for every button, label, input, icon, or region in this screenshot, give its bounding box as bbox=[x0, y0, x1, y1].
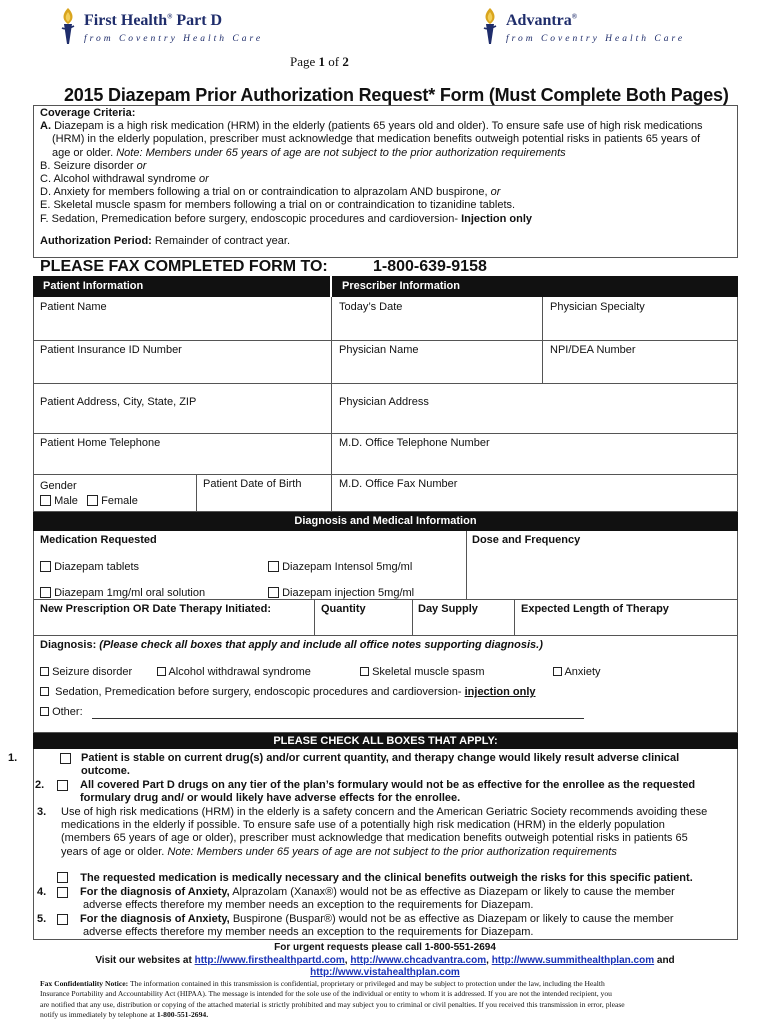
check-item-4-checkbox[interactable] bbox=[57, 887, 68, 898]
logo-left-title: First Health bbox=[84, 12, 168, 29]
med-option-label: Diazepam injection 5mg/ml bbox=[282, 587, 415, 599]
criteria-b bbox=[40, 160, 730, 173]
dose-frequency-label: Dose and Frequency bbox=[472, 534, 581, 546]
conf-line-3: are notified that any use, distribution or copying of the attached material is strictly prohibited and may subject you to criminal or civil penalties. If you received this transmission in error, please bbox=[40, 999, 625, 1009]
check-item-3 bbox=[35, 806, 735, 859]
torch-logo-icon bbox=[480, 6, 500, 48]
expected-length-field[interactable]: Expected Length of Therapy bbox=[521, 603, 669, 615]
page-title: 2015 Diazepam Prior Authorization Request* Form (Must Complete Both Pages) bbox=[64, 85, 729, 105]
criteria-a-line-3 bbox=[40, 147, 730, 160]
check-item-2 bbox=[35, 779, 735, 805]
diazepam-injection-checkbox[interactable] bbox=[268, 587, 279, 598]
new-prescription-field[interactable]: New Prescription OR Date Therapy Initiated: bbox=[40, 603, 272, 615]
logo-advantra: Advantra® from Coventry Health Care bbox=[480, 6, 680, 52]
page-of: of bbox=[328, 54, 340, 69]
check-item-5-text: Buspirone (Buspar®) would not be as effective as Diazepam or likely to cause the member bbox=[232, 913, 674, 925]
prescriber-info-header-text: Prescriber Information bbox=[342, 280, 460, 292]
check-item-4-line-1 bbox=[35, 886, 735, 899]
diagnosis-section-header-text: Diagnosis and Medical Information bbox=[294, 515, 477, 527]
patient-insurance-id-field[interactable]: Patient Insurance ID Number bbox=[40, 344, 182, 356]
dx-sedation bbox=[40, 686, 536, 698]
link-vistahealth[interactable]: http://www.vistahealthplan.com bbox=[310, 967, 460, 978]
criteria-a-line-2: (HRM) in the elderly population, prescriber must acknowledge that medication benefits outweigh potential risks in patients 65 years of bbox=[52, 133, 701, 146]
visit-label: Visit our websites at bbox=[95, 955, 192, 966]
patient-telephone-field[interactable]: Patient Home Telephone bbox=[40, 437, 161, 449]
diagnosis-label: Diagnosis: bbox=[40, 639, 97, 651]
check-item-5-bold: For the diagnosis of Anxiety, bbox=[80, 913, 230, 925]
male-checkbox[interactable] bbox=[40, 495, 51, 506]
patient-info-header-text: Patient Information bbox=[43, 280, 144, 292]
med-option-label: Diazepam tablets bbox=[54, 561, 140, 573]
dx-seizure bbox=[40, 666, 132, 678]
criteria-c-or: or bbox=[198, 173, 209, 186]
websites-line: Visit our websites at http://www.firsthealthpartd.com, http://www.chcadvantra.com, http://www.summithealthplan.com and bbox=[95, 955, 675, 966]
coverage-heading: Coverage Criteria: bbox=[40, 107, 136, 119]
logo-left-subtitle: from Coventry Health Care bbox=[84, 34, 264, 44]
criteria-f-text: F. Sedation, Premedication before surgery, endoscopic procedures and cardioversion- bbox=[40, 212, 459, 225]
check-item-3-ack-text: The requested medication is medically necessary and the clinical benefits outweigh the risks for this specific patient. bbox=[80, 872, 693, 884]
medication-requested-label: Medication Requested bbox=[40, 534, 157, 546]
check-item-2-num: 2. bbox=[35, 779, 45, 791]
prescriber-info-header bbox=[332, 276, 738, 297]
dx-anxiety bbox=[553, 666, 601, 678]
urgent-requests: For urgent requests please call 1-800-551-2694 bbox=[274, 942, 496, 953]
quantity-field[interactable]: Quantity bbox=[321, 603, 366, 615]
logo-right-title: Advantra bbox=[506, 12, 572, 29]
page-label: Page bbox=[290, 54, 316, 69]
auth-label: Authorization Period: bbox=[40, 234, 152, 247]
page-number: 1 bbox=[318, 54, 326, 69]
med-option-label: Diazepam Intensol 5mg/ml bbox=[282, 561, 413, 573]
page-total: 2 bbox=[342, 54, 349, 69]
criteria-f-bold: Injection only bbox=[461, 212, 532, 225]
websites-line-2 bbox=[0, 967, 770, 978]
dx-option-label: Alcohol withdrawal syndrome bbox=[168, 666, 311, 678]
med-option-label: Diazepam 1mg/ml oral solution bbox=[54, 587, 206, 599]
criteria-a-note: Note: Members under 65 years of age are not subject to the prior authorization requirements bbox=[116, 146, 566, 159]
criteria-e: E. Skeletal muscle spasm for members following a trial on or contraindication to tizanidine tablets. bbox=[40, 199, 516, 212]
check-item-4-num: 4. bbox=[37, 886, 47, 898]
page-indicator bbox=[290, 54, 349, 70]
check-item-1-checkbox[interactable] bbox=[60, 753, 71, 764]
check-all-header bbox=[33, 733, 738, 749]
other-label: Other: bbox=[52, 706, 83, 718]
link-firsthealth[interactable]: http://www.firsthealthpartd.com bbox=[194, 955, 345, 966]
check-item-2-checkbox[interactable] bbox=[57, 780, 68, 791]
link-chcadvantra[interactable]: http://www.chcadvantra.com bbox=[350, 955, 487, 966]
male-label: Male bbox=[54, 495, 78, 507]
criteria-b-text: B. Seizure disorder bbox=[40, 159, 134, 172]
conf-line-2: Insurance Portability and Accountability Act (HIPAA). The message is intended for the sole use of the individual or entity to whom it is addressed. If you are not the intended recipient, you bbox=[40, 989, 612, 999]
female-label: Female bbox=[101, 495, 138, 507]
office-telephone-field[interactable]: M.D. Office Telephone Number bbox=[339, 437, 490, 449]
conf-phone: 1-800-551-2694. bbox=[156, 1010, 209, 1020]
diagnosis-section-header bbox=[33, 512, 738, 531]
check-item-1-line-2: outcome. bbox=[81, 765, 130, 777]
confidentiality-notice bbox=[40, 979, 730, 1021]
conf-label: Fax Confidentiality Notice: bbox=[40, 979, 129, 988]
criteria-a-text-3: age or older. bbox=[52, 146, 114, 159]
diazepam-intensol-checkbox[interactable] bbox=[268, 561, 279, 572]
criteria-c-text: C. Alcohol withdrawal syndrome bbox=[40, 173, 196, 186]
check-item-5 bbox=[35, 913, 735, 939]
and-label: and bbox=[656, 955, 675, 966]
check-item-4-bold: For the diagnosis of Anxiety, bbox=[80, 886, 230, 898]
check-item-3-line-2: medications in the elderly if possible. To ensure safe use of a potentially high risk medication (HRM) in the elderly population bbox=[61, 819, 665, 832]
med-option-injection bbox=[268, 587, 414, 599]
day-supply-field[interactable]: Day Supply bbox=[418, 603, 478, 615]
check-item-1 bbox=[8, 752, 733, 778]
dx-option-label: Seizure disorder bbox=[52, 666, 133, 678]
check-item-5-num: 5. bbox=[37, 913, 47, 925]
female-checkbox[interactable] bbox=[87, 495, 98, 506]
conf-line-1: The information contained in this transmission is confidential, proprietary or privileged and may be subject to protection under the law, including the Health bbox=[129, 979, 605, 988]
dx-sedation-text: Sedation, Premedication before surgery, endoscopic procedures and cardioversion- bbox=[55, 686, 462, 698]
med-option-tablets bbox=[40, 561, 139, 573]
dx-option-label: Skeletal muscle spasm bbox=[372, 666, 485, 678]
conf-line-4: notify us immediately by telephone at bbox=[40, 1010, 155, 1020]
check-item-3-line-4 bbox=[35, 846, 735, 859]
npi-dea-field[interactable]: NPI/DEA Number bbox=[550, 344, 636, 356]
seizure-checkbox[interactable] bbox=[40, 667, 49, 676]
check-item-3-line-1: Use of high risk medications (HRM) in the elderly is a safety concern and the American Geriatric Society recommends avoiding these bbox=[61, 806, 708, 818]
physician-address-field[interactable]: Physician Address bbox=[339, 396, 429, 408]
check-item-1-num: 1. bbox=[8, 752, 18, 764]
authorization-period bbox=[40, 235, 730, 248]
skeletal-muscle-spasm-checkbox[interactable] bbox=[360, 667, 369, 676]
torch-logo-icon bbox=[58, 6, 78, 48]
check-item-4-line-2: adverse effects therefore my member needs an exception to the requirements for Diazepam. bbox=[83, 899, 534, 911]
criteria-d bbox=[40, 186, 730, 199]
sedation-checkbox[interactable] bbox=[40, 687, 49, 696]
alcohol-withdrawal-checkbox[interactable] bbox=[157, 667, 166, 676]
patient-dob-field[interactable]: Patient Date of Birth bbox=[203, 478, 302, 490]
check-item-5-line-2: adverse effects therefore my member needs an exception to the requirements for Diazepam. bbox=[83, 926, 534, 938]
criteria-f bbox=[40, 213, 730, 226]
auth-value: Remainder of contract year. bbox=[154, 234, 291, 247]
check-all-header-text: PLEASE CHECK ALL BOXES THAT APPLY: bbox=[273, 735, 498, 747]
criteria-a bbox=[40, 120, 730, 133]
office-fax-field[interactable]: M.D. Office Fax Number bbox=[339, 478, 458, 490]
link-summithealth[interactable]: http://www.summithealthplan.com bbox=[491, 955, 655, 966]
criteria-d-or: or bbox=[490, 186, 501, 199]
gender-options bbox=[40, 495, 138, 507]
gender-label: Gender bbox=[40, 480, 77, 492]
coverage-criteria bbox=[40, 107, 730, 248]
dx-option-label: Anxiety bbox=[564, 666, 601, 678]
med-option-oral-solution bbox=[40, 587, 205, 599]
check-item-2-line-2: formulary drug and/ or would likely have adverse effects for the enrollee. bbox=[80, 792, 461, 804]
patient-name-field[interactable]: Patient Name bbox=[40, 301, 107, 313]
check-item-3-ack-checkbox[interactable] bbox=[57, 872, 68, 883]
logo-first-health: First Health® Part D from Coventry Health Care bbox=[58, 6, 248, 52]
fax-number: 1-800-639-9158 bbox=[373, 258, 487, 275]
physician-name-field[interactable]: Physician Name bbox=[339, 344, 419, 356]
dx-sedation-injection: injection only bbox=[464, 686, 536, 698]
check-item-4-text: Alprazolam (Xanax®) would not be as effective as Diazepam or likely to cause the member bbox=[232, 886, 675, 898]
diagnosis-instr: (Please check all boxes that apply and include all office notes supporting diagnosis.) bbox=[99, 639, 543, 651]
patient-info-header bbox=[33, 276, 330, 297]
patient-address-field[interactable]: Patient Address, City, State, ZIP bbox=[40, 396, 197, 408]
dx-other bbox=[40, 706, 83, 718]
dx-skeletal bbox=[360, 666, 485, 678]
fax-label: PLEASE FAX COMPLETED FORM TO: bbox=[40, 258, 328, 275]
logo-left-title-suffix: Part D bbox=[176, 12, 223, 29]
diagnosis-instructions bbox=[40, 639, 543, 651]
diazepam-tablets-checkbox[interactable] bbox=[40, 561, 51, 572]
criteria-d-text: D. Anxiety for members following a trial on or contraindication to alprazolam AND buspirone, bbox=[40, 186, 488, 199]
check-item-4 bbox=[35, 886, 735, 912]
check-item-3-text-4: years of age or older. bbox=[61, 845, 165, 858]
check-item-5-line-1 bbox=[35, 913, 735, 926]
check-item-3-num: 3. bbox=[37, 806, 47, 818]
criteria-c bbox=[40, 173, 730, 186]
anxiety-checkbox[interactable] bbox=[553, 667, 562, 676]
logo-right-subtitle: from Coventry Health Care bbox=[506, 34, 686, 44]
physician-specialty-field[interactable]: Physician Specialty bbox=[550, 301, 645, 313]
diazepam-oral-solution-checkbox[interactable] bbox=[40, 587, 51, 598]
check-item-1-line-1: Patient is stable on current drug(s) and/or current quantity, and therapy change would likely result adverse clinical bbox=[81, 752, 680, 764]
dx-alcohol bbox=[157, 666, 311, 678]
other-input-line[interactable] bbox=[92, 718, 584, 719]
criteria-a-text-1: Diazepam is a high risk medication (HRM) in the elderly (patients 65 years old and older). To ensure safe use of high risk medications bbox=[54, 120, 703, 133]
check-item-3-line-3: (members 65 years of age or older), prescriber must acknowledge that medication benefits outweigh potential risks in patients 65 bbox=[61, 832, 688, 845]
check-item-5-checkbox[interactable] bbox=[57, 914, 68, 925]
todays-date-field[interactable]: Today’s Date bbox=[339, 301, 403, 313]
criteria-b-or: or bbox=[136, 159, 147, 172]
check-item-2-line-1: All covered Part D drugs on any tier of the plan’s formulary would not be as effective for the enrollee as the requested bbox=[80, 779, 696, 791]
check-item-3-note: Note: Members under 65 years of age are not subject to the prior authorization requirements bbox=[167, 845, 617, 858]
med-option-intensol bbox=[268, 561, 412, 573]
criteria-a-label: A. bbox=[40, 120, 51, 133]
check-item-3-ack bbox=[57, 872, 693, 884]
other-checkbox[interactable] bbox=[40, 707, 49, 716]
